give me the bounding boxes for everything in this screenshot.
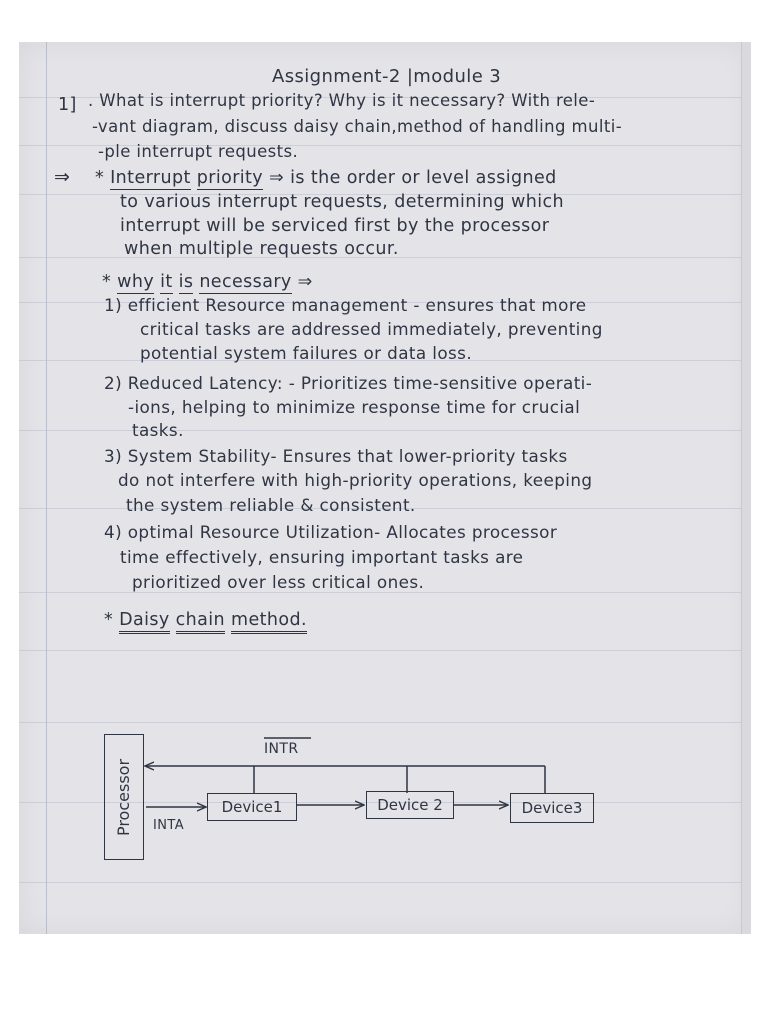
chain-word: chain	[176, 610, 225, 634]
question-line-3: -ple interrupt requests.	[98, 142, 299, 161]
device-1-box	[207, 793, 297, 821]
it-word: it	[160, 272, 173, 292]
bullet: *	[95, 168, 105, 188]
bullet: *	[102, 272, 112, 292]
point-2-line-1: 2) Reduced Latency: - Prioritizes time-sensitive operati-	[104, 373, 593, 393]
heading-arrow: ⇒	[297, 272, 313, 292]
bullet: *	[104, 610, 114, 630]
term-priority: priority	[196, 168, 264, 188]
point-2-line-3: tasks.	[132, 420, 184, 440]
device-1-label: Device1	[221, 798, 283, 816]
point-4-line-3: prioritized over less critical ones.	[132, 572, 425, 592]
device-2-box	[366, 791, 454, 819]
processor-label: Processor	[114, 758, 134, 836]
device-2-label: Device 2	[377, 796, 443, 814]
definition-line-3: interrupt will be serviced first by the processor	[120, 216, 550, 236]
point-3-line-1: 3) System Stability- Ensures that lower-priority tasks	[104, 446, 568, 466]
page-title: Assignment-2 |module 3	[272, 66, 502, 87]
necessary-word: necessary	[199, 272, 292, 292]
question-number: 1]	[58, 95, 77, 115]
inta-label: INTA	[153, 818, 184, 833]
method-word: method.	[231, 610, 307, 634]
daisy-word: Daisy	[119, 610, 170, 634]
definition-line-2: to various interrupt requests, determining which	[120, 192, 564, 212]
device-3-box	[510, 793, 594, 823]
term-interrupt: Interrupt	[110, 168, 191, 188]
why-word: why	[117, 272, 155, 292]
processor-box	[104, 734, 144, 860]
is-word: is	[178, 272, 194, 292]
point-4-line-2: time effectively, ensuring important tasks are	[120, 547, 524, 567]
definition-rest: ⇒ is the order or level assigned	[269, 168, 557, 188]
intr-label: INTR	[264, 741, 299, 757]
definition-line-4: when multiple requests occur.	[124, 239, 399, 259]
device-3-label: Device3	[521, 799, 583, 817]
point-1-line-2: critical tasks are addressed immediately, preventing	[140, 319, 603, 339]
point-1-line-3: potential system failures or data loss.	[140, 343, 473, 363]
question-line-1: . What is interrupt priority? Why is it necessary? With rele-	[88, 91, 596, 110]
answer-marker: ⇒	[54, 166, 71, 188]
point-4-line-1: 4) optimal Resource Utilization- Allocates processor	[104, 522, 558, 542]
point-3-line-3: the system reliable & consistent.	[126, 495, 416, 515]
point-2-line-2: -ions, helping to minimize response time for crucial	[128, 397, 581, 417]
question-line-2: -vant diagram, discuss daisy chain,method of handling multi-	[92, 117, 623, 136]
point-1-line-1: 1) efficient Resource management - ensures that more	[104, 295, 587, 315]
point-3-line-2: do not interfere with high-priority operations, keeping	[118, 470, 593, 490]
